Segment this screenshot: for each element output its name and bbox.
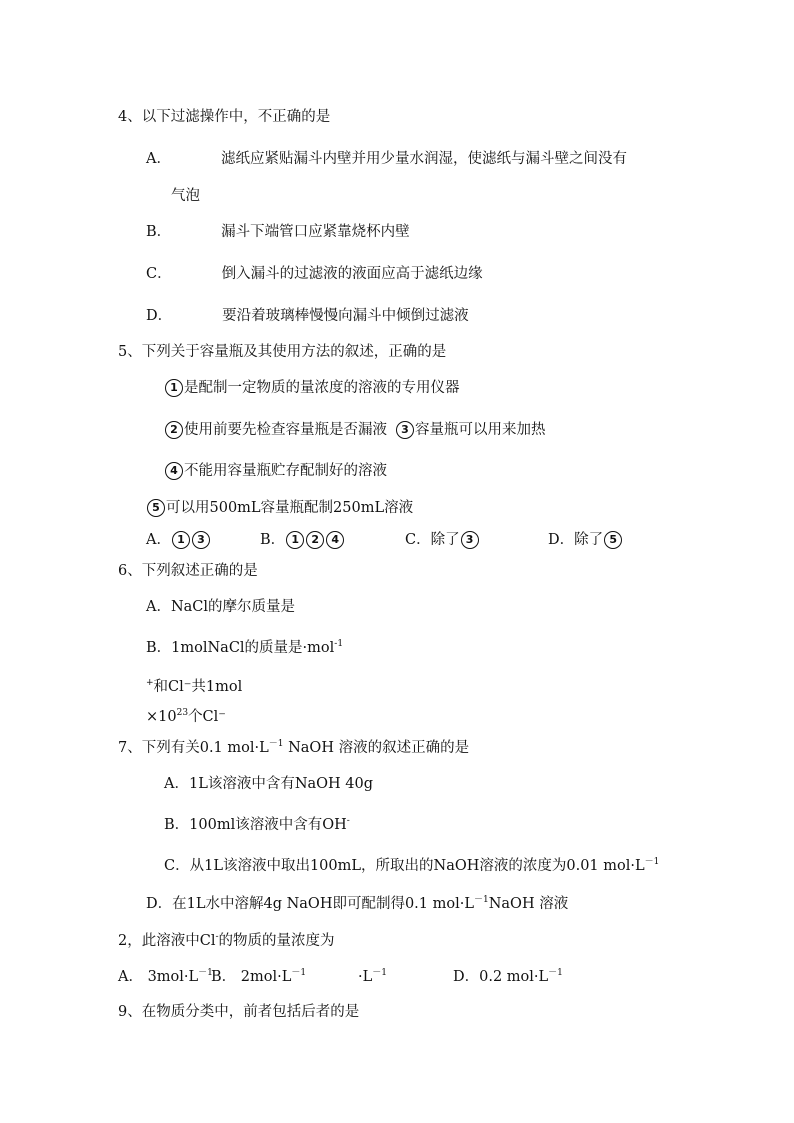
q6-option-c-sup: + [146,678,154,689]
circled-number-1: 1 [165,379,183,397]
q7-option-c-sup: －1 [644,857,660,868]
q7-option-d-text-a: D．在1L水中溶解4g NaOH即可配制得0.1 mol·L [146,896,474,912]
q4-option-d [146,306,469,326]
circled-number-2: 2 [165,421,183,439]
q6-option-d-tail: 个Cl⁻ [188,709,226,725]
q8-option-c-sup: －1 [372,968,387,979]
q5-statement-3-text: 容量瓶可以用来加热 [415,422,546,438]
q4-option-d-text: 要沿着玻璃棒慢慢向漏斗中倾倒过滤液 [222,308,469,324]
circled-number-1: 1 [286,531,304,549]
q4-option-b-text: 漏斗下端管口应紧靠烧杯内壁 [221,224,410,240]
q7-option-c [164,856,659,876]
q5-title: 5、下列关于容量瓶及其使用方法的叙述，正确的是 [118,344,447,360]
q8-option-d-sup: －1 [548,968,563,979]
circled-number-3: 3 [461,531,479,549]
q5-option-b [260,530,345,550]
q6-title: 6、下列叙述正确的是 [118,563,258,579]
circled-number-2: 2 [306,531,324,549]
q9-title: 9、在物质分类中，前者包括后者的是 [118,1004,360,1020]
q7-option-c-text: C．从1L该溶液中取出100mL，所取出的NaOH溶液的浓度为0.01 mol·L [164,858,645,874]
circled-number-4: 4 [165,462,183,480]
q6-option-d-sup: 23 [176,708,189,719]
q7-option-b-text: B．100ml该溶液中含有OH [164,817,347,833]
q8-option-d [453,967,563,987]
q8-option-b-sup: －1 [291,968,307,979]
q8-title-sup: - [215,932,219,943]
q6-option-c-text: 和Cl⁻共1mol [153,679,243,695]
circled-number-4: 4 [326,531,344,549]
q6-option-b-sup: -1 [334,639,344,650]
q5-option-d [548,530,623,550]
q4-option-a-label: A． [146,151,171,167]
q4-option-c-label: C． [146,266,172,282]
q5-statement-5 [146,498,413,518]
q4-option-c [146,264,483,284]
q5-option-a [146,530,211,550]
q8-option-c-text: ·L [358,969,373,985]
q6-option-b-text: B．1molNaCl的质量是·mol [146,640,335,656]
q5-statement-2-text: 使用前要先检查容量瓶是否漏液 [184,422,387,438]
q7-option-d-text-b: NaOH 溶液 [488,896,569,912]
q8-option-a-sup: －1 [198,968,213,979]
q5-statement-1-text: 是配制一定物质的量浓度的溶液的专用仪器 [184,380,460,396]
q6-option-b [146,638,343,658]
q6-option-a: A．NaCl的摩尔质量是 [146,599,296,615]
q7-title [118,738,469,758]
q6-option-c [146,677,242,697]
q5-statement-4-text: 不能用容量瓶贮存配制好的溶液 [184,463,387,479]
q4-option-d-label: D． [146,308,173,324]
q5-statement-5-text: 可以用500mL容量瓶配制250mL溶液 [166,500,414,516]
q7-option-b [164,815,350,835]
q4-option-a [146,149,627,169]
q5-option-c [405,530,480,550]
q4-option-c-text: 倒入漏斗的过滤液的液面应高于滤纸边缘 [221,266,483,282]
q8-title-b: 的物质的量浓度为 [218,933,335,949]
q4-option-a-continued: 气泡 [171,188,200,204]
q4-title: 4、以下过滤操作中，不正确的是 [118,109,331,125]
circled-number-5: 5 [147,499,165,517]
q8-option-c [358,967,387,987]
q8-option-a-text: A． 3mol·L [118,969,199,985]
q5-option-c-label: C．除了 [405,532,460,548]
circled-number-1: 1 [172,531,190,549]
q8-option-a [118,967,213,987]
q7-option-d [146,894,568,914]
q4-option-a-text: 滤纸应紧贴漏斗内壁并用少量水润湿，使滤纸与漏斗壁之间没有 [220,151,627,167]
q4-option-b [146,222,410,242]
circled-number-5: 5 [604,531,622,549]
q7-option-d-sup: －1 [473,895,489,906]
q8-option-b [211,967,306,987]
q8-title [118,931,335,951]
q8-title-a: 2，此溶液中Cl [118,933,216,949]
q5-option-a-label: A． [146,532,171,548]
circled-number-3: 3 [192,531,210,549]
q7-option-b-sup: - [346,816,350,827]
q5-statement-4 [164,461,387,481]
q5-option-d-label: D．除了 [548,532,604,548]
q7-title-a: 7、下列有关0.1 mol·L [118,740,269,756]
q7-title-sup: －1 [268,739,284,750]
q5-statement-2-3 [164,420,546,440]
q5-option-b-label: B． [260,532,286,548]
circled-number-3: 3 [396,421,414,439]
q7-option-a: A．1L该溶液中含有NaOH 40g [164,776,374,792]
q8-option-d-text: D．0.2 mol·L [453,969,549,985]
q7-title-b: NaOH 溶液的叙述正确的是 [283,740,470,756]
q6-option-d [146,707,226,727]
q4-option-b-label: B． [146,224,172,240]
q6-option-d-text: ×10 [146,709,177,725]
q5-statement-1 [164,378,460,398]
q8-option-b-text: B． 2mol·L [211,969,292,985]
